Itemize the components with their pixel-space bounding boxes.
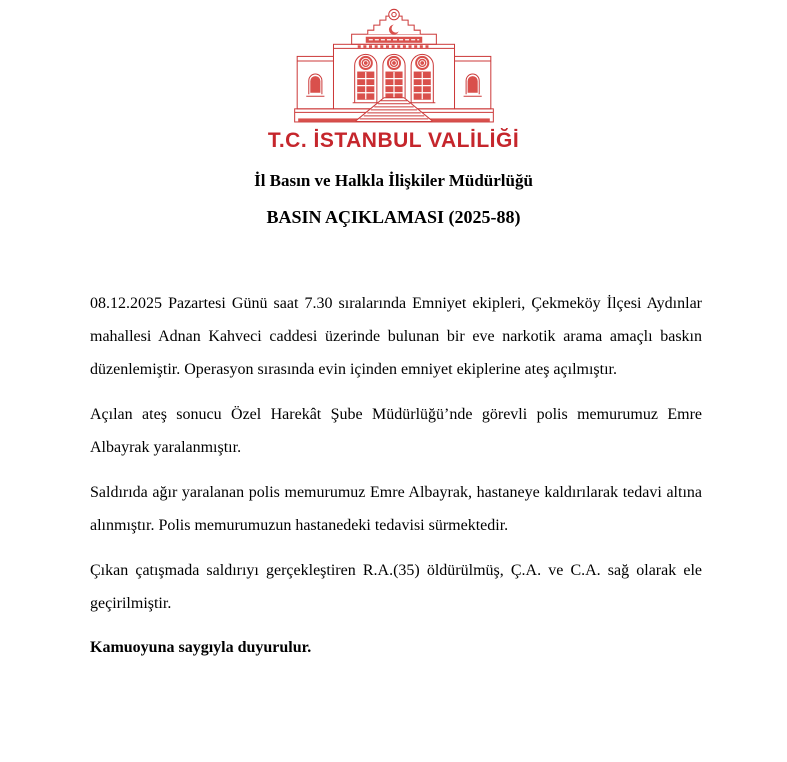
paragraph-4: Çıkan çatışmada saldırıyı gerçekleştiren R.A.(35) öldürülmüş, Ç.A. ve C.A. sağ olarak ele geçirilmiştir.: [90, 562, 702, 612]
right-wing: [454, 56, 490, 108]
name-plate: [351, 34, 436, 44]
department-heading: İl Basın ve Halkla İlişkiler Müdürlüğü: [254, 171, 533, 190]
arched-windows: [352, 54, 435, 102]
paragraph-3: Saldırıda ağır yaralanan polis memurumuz Emre Albayrak, hastaneye kaldırılarak tedavi altına alınmıştır. Polis memurumuzun hastanedeki tedavisi sürmektedir.: [90, 484, 702, 534]
logo-caption: T.C. İSTANBUL VALİLİĞİ: [267, 129, 520, 152]
left-wing: [297, 56, 333, 108]
governorship-building-icon: [293, 8, 495, 127]
paragraph-2: Açılan ateş sonucu Özel Harekât Şube Müdürlüğü’nde görevli polis memurumuz Emre Albayrak yaralanmıştır.: [90, 406, 702, 456]
staircase: [355, 98, 432, 122]
press-release-body: [90, 287, 702, 664]
release-title: BASIN AÇIKLAMASI (2025-88): [266, 207, 521, 227]
closing-line: Kamuoyuna saygıyla duyurulur.: [90, 639, 312, 656]
paragraph-1: 08.12.2025 Pazartesi Günü saat 7.30 sıralarında Emniyet ekipleri, Çekmeköy İlçesi Aydınlar mahallesi Adnan Kahveci caddesi üzerinde bulunan bir eve narkotik arama amaçlı baskın düzenlemiştir. Operasyon sırasında evin içinden emniyet ekiplerine ateş açılmıştır.: [90, 295, 702, 378]
istanbul-governorship-logo: [0, 0, 787, 153]
